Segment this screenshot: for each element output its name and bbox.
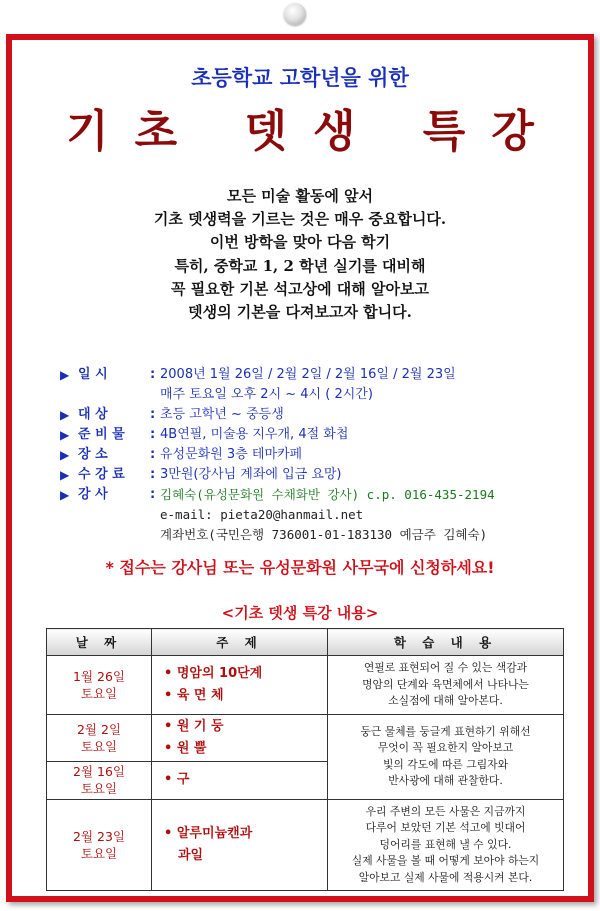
info-value: 3만원(강사님 계좌에 입금 요망) [160, 467, 342, 482]
table-header-row [47, 629, 564, 656]
content-line: 덩어리를 표현해 낼 수 있다. [379, 837, 512, 851]
info-row-instructor [60, 485, 580, 505]
info-label: 일 시 [78, 367, 108, 382]
schedule-table [46, 628, 564, 891]
topic-item: • 명암의 10단계 [164, 665, 263, 681]
info-row-place [60, 445, 580, 465]
date-cell [47, 761, 152, 799]
table-row [47, 714, 564, 761]
info-label: 수 강 료 [78, 467, 125, 482]
info-row-date-2 [60, 385, 580, 405]
topic-item: • 알루미늄캔과 [164, 825, 253, 841]
table-row [47, 799, 564, 891]
intro-line: 모든 미술 활동에 앞서 [226, 187, 374, 205]
triangle-bullet-icon: ▶ [60, 408, 70, 422]
date-text: 1월 26일 [73, 668, 125, 684]
topic-cell [152, 799, 328, 891]
content-line: 무엇이 꼭 필요한지 알아보고 [377, 741, 514, 754]
info-label: 준 비 물 [78, 427, 125, 442]
topic-cell [152, 761, 328, 799]
intro-text [12, 185, 588, 324]
content-line: 반사광에 대해 관찰한다. [388, 774, 503, 787]
info-colon: : [150, 367, 156, 382]
email-value: e-mail: pieta20@hanmail.net [160, 507, 364, 522]
date-cell [47, 714, 152, 761]
date-text: 2월 23일 [73, 828, 125, 844]
intro-line: 기초 뎃생력을 기르는 것은 매우 중요합니다. [153, 210, 447, 229]
info-colon: : [150, 467, 156, 482]
info-row-target [60, 405, 580, 425]
day-text: 토요일 [80, 781, 118, 796]
column-header-date: 날 짜 [47, 629, 152, 656]
info-value: 초등 고학년 ~ 중등생 [160, 407, 284, 422]
poster-title: 기초 뎃생 특강 [66, 106, 560, 157]
content-line: 둥근 물체를 둥글게 표현하기 위해선 [360, 724, 531, 738]
triangle-bullet-icon: ▶ [60, 428, 70, 442]
info-colon: : [150, 487, 156, 502]
info-label: 대 상 [78, 407, 108, 422]
column-header-topic: 주 제 [152, 629, 328, 656]
table-row [47, 656, 564, 715]
content-cell [328, 799, 564, 891]
topic-item: • 육 면 체 [164, 687, 224, 703]
intro-line: 뎃생의 기본을 다져보고자 합니다. [188, 303, 412, 322]
content-cell [328, 656, 564, 715]
info-row-email [60, 505, 580, 525]
day-text: 토요일 [80, 685, 118, 701]
topic-item: • 원 기 둥 [164, 718, 224, 734]
info-colon: : [150, 427, 156, 442]
content-line: 소실점에 대해 알아본다. [388, 694, 503, 707]
course-info [60, 365, 580, 545]
topic-item: 과일 [178, 847, 204, 863]
topic-item: • 원 뿔 [164, 740, 207, 756]
info-value: 2008년 1월 26일 / 2월 2일 / 2월 16일 / 2월 23일 [160, 367, 456, 382]
content-line: 빛의 각도에 따른 그림자와 [382, 757, 509, 771]
column-header-content: 학 습 내 용 [328, 629, 564, 656]
intro-line: 이번 방학을 맞아 다음 학기 [209, 233, 391, 252]
date-cell [47, 656, 152, 715]
triangle-bullet-icon: ▶ [60, 448, 70, 462]
poster-frame [6, 34, 594, 902]
info-label: 강 사 [78, 487, 108, 502]
info-row-account [60, 525, 580, 545]
info-colon: : [150, 407, 156, 422]
info-colon: : [150, 447, 156, 462]
registration-notice: * 접수는 강사님 또는 유성문화원 사무국에 신청하세요! [105, 558, 495, 577]
triangle-bullet-icon: ▶ [60, 488, 70, 502]
content-line: 실제 사물을 볼 때 어떻게 보아야 하는지 [351, 854, 540, 867]
day-text: 토요일 [80, 738, 118, 754]
triangle-bullet-icon: ▶ [60, 468, 70, 482]
content-line: 다루어 보았던 기본 석고에 빗대어 [365, 821, 526, 834]
topic-cell [152, 656, 328, 715]
topic-item: • 구 [164, 772, 190, 787]
intro-line: 꼭 필요한 기본 석고상에 대해 알아보고 [171, 279, 429, 298]
topic-cell [152, 714, 328, 761]
day-text: 토요일 [80, 845, 118, 861]
poster-subtitle: 초등학교 고학년을 위한 [191, 66, 409, 90]
info-value: 매주 토요일 오후 2시 ~ 4시 ( 2시간) [160, 387, 373, 402]
schedule-title: <기초 뎃생 특강 내용> [221, 604, 379, 622]
date-text: 2월 16일 [73, 764, 125, 779]
content-line: 알아보고 실제 사물에 적용시켜 본다. [358, 870, 533, 884]
content-cell [328, 714, 564, 799]
info-row-fee [60, 465, 580, 485]
date-cell [47, 799, 152, 891]
intro-line: 특히, 중학교 1, 2 학년 실기를 대비해 [174, 256, 426, 275]
instructor-value: 김혜숙(유성문화원 수채화반 강사) c.p. 016-435-2194 [160, 487, 495, 502]
info-value: 유성문화원 3층 테마카페 [160, 447, 303, 462]
account-value: 계좌번호(국민은행 736001-01-183130 예금주 김혜숙) [160, 527, 488, 542]
content-line: 연필로 표현되어 질 수 있는 색감과 [363, 661, 528, 674]
pushpin-icon [284, 3, 306, 25]
info-row-date [60, 365, 580, 385]
info-row-supplies [60, 425, 580, 445]
info-value: 4B연필, 미술용 지우개, 4절 화첩 [160, 427, 349, 442]
triangle-bullet-icon: ▶ [60, 368, 70, 382]
info-label: 장 소 [78, 447, 108, 462]
date-text: 2월 2일 [76, 721, 122, 737]
content-line: 우리 주변의 모든 사물은 지금까지 [365, 804, 526, 818]
content-line: 명암의 단계와 육면체에서 나타나는 [362, 677, 529, 691]
